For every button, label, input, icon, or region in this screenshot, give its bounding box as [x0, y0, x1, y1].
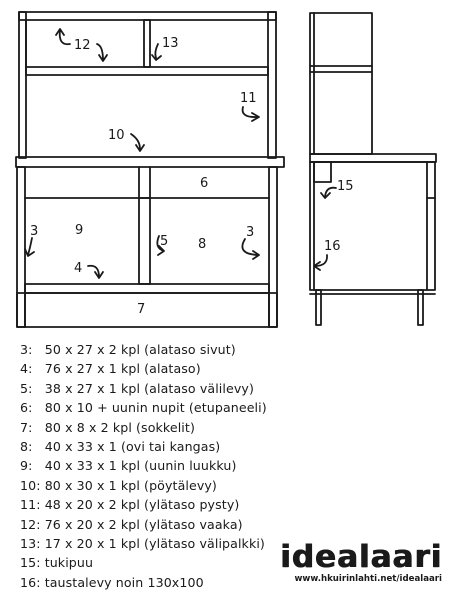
label-15: 15 [337, 179, 354, 194]
arrow-12b [97, 44, 107, 61]
part-item [20, 359, 267, 378]
arrow-4 [88, 266, 103, 278]
part-text: 48 x 20 x 2 kpl (ylätaso pysty) [44, 497, 240, 513]
side-leg-left [316, 290, 321, 325]
part-text: 80 x 10 + uunin nupit (etupaneeli) [44, 400, 267, 416]
upper-shelf-board [26, 67, 268, 75]
lower-left-side [17, 167, 25, 327]
side-upper [310, 13, 372, 154]
part-num: 9: [20, 458, 33, 474]
upper-left-side [19, 12, 26, 158]
plinth [17, 293, 277, 327]
lower-right-side [269, 167, 277, 327]
label-11: 11 [240, 91, 257, 106]
upper-right-side [268, 12, 276, 158]
part-text: 80 x 8 x 2 kpl (sokkelit) [44, 419, 195, 435]
label-6: 6 [200, 176, 209, 191]
part-num: 6: [20, 400, 33, 416]
lower-bottom-board [25, 284, 269, 293]
part-item [20, 534, 267, 553]
part-text: tukipuu [44, 555, 94, 571]
part-text: 38 x 27 x 1 kpl (alataso välilevy) [44, 380, 254, 396]
part-num: 8: [20, 438, 33, 454]
part-item [20, 573, 267, 592]
part-text: taustalevy noin 130x100 [44, 574, 204, 590]
lower-divider [139, 198, 150, 284]
brand-logo [280, 541, 442, 585]
arrow-16 [314, 255, 327, 270]
part-num: 10: [20, 477, 41, 493]
arrow-3b [242, 239, 259, 259]
part-text: 76 x 20 x 2 kpl (ylätaso vaaka) [44, 516, 243, 532]
side-support [314, 162, 331, 182]
front-view [16, 12, 284, 327]
label-7: 7 [137, 302, 146, 317]
part-item [20, 398, 267, 417]
part-num: 11: [20, 497, 41, 513]
part-item [20, 515, 267, 534]
part-num: 15: [20, 555, 41, 571]
brand-name: idealaari [279, 539, 442, 575]
label-10: 10 [108, 128, 125, 143]
part-num: 5: [20, 380, 33, 396]
arrow-3a [25, 238, 34, 256]
side-countertop [310, 154, 436, 162]
label-5: 5 [160, 234, 169, 249]
part-num: 7: [20, 419, 33, 435]
part-text: 50 x 27 x 2 kpl (alataso sivut) [44, 342, 236, 357]
part-num: 16: [20, 574, 41, 590]
part-num: 4: [20, 361, 33, 377]
label-13: 13 [162, 36, 179, 51]
label-8: 8 [198, 237, 207, 252]
part-item [20, 379, 267, 398]
part-num: 3: [20, 342, 33, 357]
parts-list [20, 340, 267, 592]
part-num: 12: [20, 516, 41, 532]
brand-url: www.hkuirinlahti.net/idealaari [294, 574, 442, 584]
side-view [310, 13, 436, 325]
part-num: 13: [20, 535, 41, 551]
upper-divider [144, 20, 150, 67]
label-16: 16 [324, 239, 341, 254]
arrow-11 [243, 107, 259, 121]
arrow-13 [152, 44, 161, 60]
part-text: 40 x 33 x 1 (ovi tai kangas) [44, 438, 221, 454]
part-item [20, 476, 267, 495]
part-item [20, 340, 267, 359]
arrow-15 [321, 188, 336, 198]
countertop [16, 157, 284, 167]
part-item [20, 495, 267, 514]
arrow-10 [131, 134, 144, 151]
part-item [20, 553, 267, 572]
part-item [20, 437, 267, 456]
part-item [20, 418, 267, 437]
label-9: 9 [75, 223, 84, 238]
part-item [20, 456, 267, 475]
upper-top-board [19, 12, 276, 20]
part-text: 76 x 27 x 1 kpl (alataso) [44, 361, 201, 377]
label-12: 12 [74, 38, 91, 53]
label-3b: 3 [246, 225, 255, 240]
label-3a: 3 [30, 224, 39, 239]
part-text: 80 x 30 x 1 kpl (pöytälevy) [44, 477, 217, 493]
part-text: 40 x 33 x 1 kpl (uunin luukku) [44, 458, 237, 474]
part-text: 17 x 20 x 1 kpl (ylätaso välipalkki) [44, 535, 265, 551]
label-4: 4 [74, 261, 83, 276]
arrow-12a [56, 29, 70, 44]
side-leg-right [418, 290, 423, 325]
